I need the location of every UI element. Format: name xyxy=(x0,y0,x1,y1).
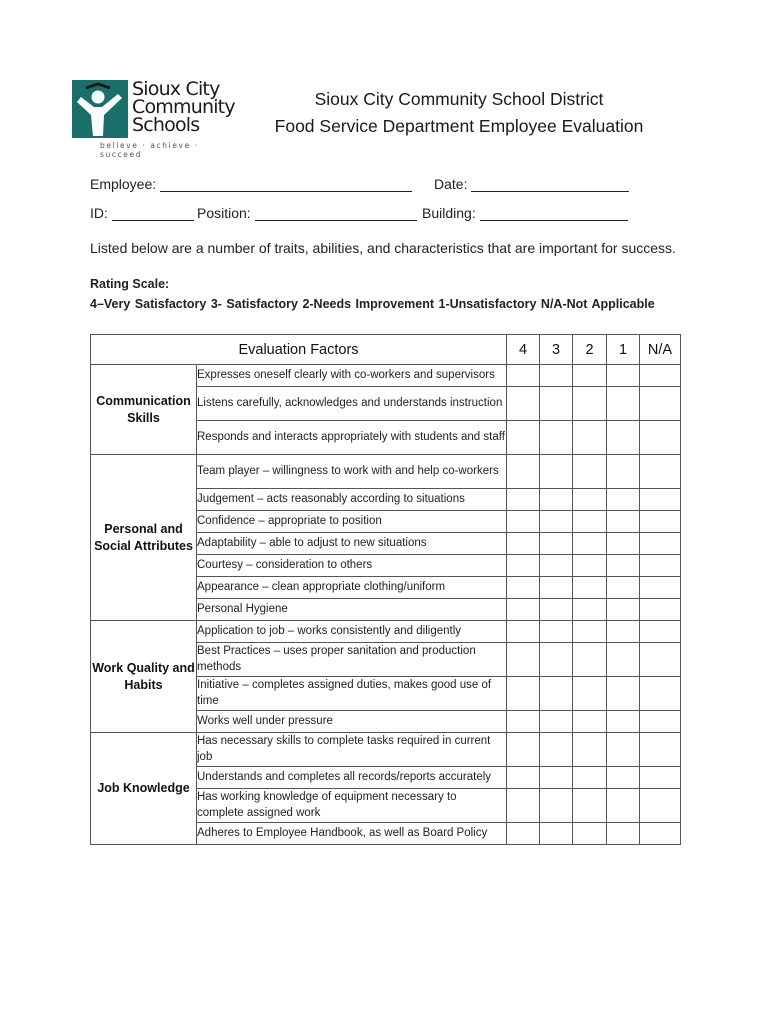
rating-cell-4[interactable] xyxy=(507,533,540,555)
factor-item: Confidence – appropriate to position xyxy=(197,511,507,533)
rating-cell-na[interactable] xyxy=(640,643,681,677)
factor-item: Listens carefully, acknowledges and understands instruction xyxy=(197,387,507,421)
logo-wordmark: Sioux City Community Schools xyxy=(132,78,235,136)
rating-cell-4[interactable] xyxy=(507,421,540,455)
rating-cell-na[interactable] xyxy=(640,789,681,823)
table-row xyxy=(91,621,681,643)
factor-item: Team player – willingness to work with and help co-workers xyxy=(197,455,507,489)
rating-cell-1[interactable] xyxy=(607,533,640,555)
factor-item: Adheres to Employee Handbook, as well as Board Policy xyxy=(197,823,507,845)
rating-cell-3[interactable] xyxy=(540,789,573,823)
rating-cell-2[interactable] xyxy=(573,489,607,511)
rating-cell-4[interactable] xyxy=(507,789,540,823)
rating-cell-1[interactable] xyxy=(607,733,640,767)
rating-cell-2[interactable] xyxy=(573,533,607,555)
rating-cell-na[interactable] xyxy=(640,823,681,845)
table-row xyxy=(91,365,681,387)
rating-cell-3[interactable] xyxy=(540,823,573,845)
rating-cell-1[interactable] xyxy=(607,365,640,387)
rating-header-3: 3 xyxy=(540,335,573,365)
factor-item: Understands and completes all records/reports accurately xyxy=(197,767,507,789)
rating-cell-3[interactable] xyxy=(540,365,573,387)
rating-cell-4[interactable] xyxy=(507,621,540,643)
rating-cell-3[interactable] xyxy=(540,577,573,599)
factor-item: Adaptability – able to adjust to new situations xyxy=(197,533,507,555)
rating-cell-3[interactable] xyxy=(540,489,573,511)
rating-cell-1[interactable] xyxy=(607,387,640,421)
rating-cell-1[interactable] xyxy=(607,489,640,511)
rating-cell-4[interactable] xyxy=(507,733,540,767)
position-blank[interactable] xyxy=(255,206,417,221)
table-row xyxy=(91,455,681,489)
rating-cell-4[interactable] xyxy=(507,643,540,677)
rating-cell-2[interactable] xyxy=(573,733,607,767)
factor-item: Expresses oneself clearly with co-workers and supervisors xyxy=(197,365,507,387)
factor-item: Appearance – clean appropriate clothing/uniform xyxy=(197,577,507,599)
rating-cell-2[interactable] xyxy=(573,599,607,621)
intro-text: Listed below are a number of traits, abilities, and characteristics that are important for success. xyxy=(90,240,676,256)
factor-item: Responds and interacts appropriately with students and staff xyxy=(197,421,507,455)
id-blank[interactable] xyxy=(112,206,194,221)
district-logo xyxy=(72,78,242,159)
position-field[interactable]: Position: xyxy=(197,205,417,221)
rating-cell-na[interactable] xyxy=(640,533,681,555)
rating-cell-na[interactable] xyxy=(640,677,681,711)
rating-cell-2[interactable] xyxy=(573,387,607,421)
rating-cell-2[interactable] xyxy=(573,789,607,823)
rating-cell-1[interactable] xyxy=(607,511,640,533)
document-title xyxy=(250,86,668,140)
rating-cell-4[interactable] xyxy=(507,711,540,733)
evaluation-table xyxy=(90,334,681,845)
factor-item: Application to job – works consistently and diligently xyxy=(197,621,507,643)
rating-cell-1[interactable] xyxy=(607,767,640,789)
rating-scale-legend: 4–Very Satisfactory 3- Satisfactory 2-Needs Improvement 1-Unsatisfactory N/A-Not Applicable xyxy=(90,297,655,311)
rating-cell-1[interactable] xyxy=(607,599,640,621)
factor-item: Courtesy – consideration to others xyxy=(197,555,507,577)
rating-cell-2[interactable] xyxy=(573,455,607,489)
rating-cell-3[interactable] xyxy=(540,555,573,577)
rating-cell-3[interactable] xyxy=(540,599,573,621)
rating-cell-4[interactable] xyxy=(507,455,540,489)
rating-cell-2[interactable] xyxy=(573,767,607,789)
category-personal-social-attributes: Personal and Social Attributes xyxy=(91,455,197,621)
rating-cell-4[interactable] xyxy=(507,511,540,533)
factor-item: Personal Hygiene xyxy=(197,599,507,621)
rating-cell-4[interactable] xyxy=(507,599,540,621)
rating-cell-na[interactable] xyxy=(640,387,681,421)
title-line-1: Sioux City Community School District xyxy=(314,89,604,109)
building-blank[interactable] xyxy=(480,206,628,221)
rating-cell-3[interactable] xyxy=(540,511,573,533)
rating-cell-na[interactable] xyxy=(640,455,681,489)
rating-cell-2[interactable] xyxy=(573,365,607,387)
rating-scale-heading: Rating Scale: xyxy=(90,277,170,291)
rating-cell-1[interactable] xyxy=(607,455,640,489)
rating-cell-4[interactable] xyxy=(507,577,540,599)
rating-cell-2[interactable] xyxy=(573,555,607,577)
rating-cell-4[interactable] xyxy=(507,387,540,421)
factor-item: Works well under pressure xyxy=(197,711,507,733)
factor-item: Judgement – acts reasonably according to situations xyxy=(197,489,507,511)
rating-cell-3[interactable] xyxy=(540,767,573,789)
rating-cell-na[interactable] xyxy=(640,599,681,621)
factor-item: Has necessary skills to complete tasks required in current job xyxy=(197,733,507,767)
rating-cell-1[interactable] xyxy=(607,421,640,455)
rating-header-na: N/A xyxy=(640,335,681,365)
rating-cell-na[interactable] xyxy=(640,555,681,577)
rating-cell-2[interactable] xyxy=(573,421,607,455)
rating-header-1: 1 xyxy=(607,335,640,365)
title-line-2: Food Service Department Employee Evaluation xyxy=(274,116,644,136)
rating-cell-na[interactable] xyxy=(640,365,681,387)
factor-item: Best Practices – uses proper sanitation and production methods xyxy=(197,643,507,677)
rating-cell-3[interactable] xyxy=(540,387,573,421)
building-field[interactable]: Building: xyxy=(422,205,628,221)
rating-cell-4[interactable] xyxy=(507,555,540,577)
rating-cell-1[interactable] xyxy=(607,555,640,577)
rating-cell-3[interactable] xyxy=(540,733,573,767)
category-work-quality-habits: Work Quality and Habits xyxy=(91,621,197,733)
rating-cell-1[interactable] xyxy=(607,677,640,711)
employee-field[interactable]: Employee: xyxy=(90,176,412,192)
rating-cell-na[interactable] xyxy=(640,621,681,643)
rating-cell-4[interactable] xyxy=(507,489,540,511)
rating-cell-na[interactable] xyxy=(640,767,681,789)
factor-item: Initiative – completes assigned duties, makes good use of time xyxy=(197,677,507,711)
rating-cell-na[interactable] xyxy=(640,711,681,733)
rating-cell-na[interactable] xyxy=(640,511,681,533)
rating-cell-2[interactable] xyxy=(573,711,607,733)
rating-cell-1[interactable] xyxy=(607,621,640,643)
date-blank[interactable] xyxy=(471,177,629,192)
rating-cell-3[interactable] xyxy=(540,455,573,489)
rating-cell-3[interactable] xyxy=(540,711,573,733)
rating-cell-1[interactable] xyxy=(607,789,640,823)
logo-figure-icon xyxy=(72,80,128,138)
rating-cell-3[interactable] xyxy=(540,533,573,555)
rating-cell-3[interactable] xyxy=(540,421,573,455)
rating-cell-1[interactable] xyxy=(607,577,640,599)
rating-cell-4[interactable] xyxy=(507,767,540,789)
rating-cell-2[interactable] xyxy=(573,677,607,711)
rating-cell-2[interactable] xyxy=(573,577,607,599)
rating-cell-2[interactable] xyxy=(573,823,607,845)
rating-cell-4[interactable] xyxy=(507,823,540,845)
table-row xyxy=(91,733,681,767)
table-header-row xyxy=(91,335,681,365)
rating-cell-na[interactable] xyxy=(640,489,681,511)
category-job-knowledge: Job Knowledge xyxy=(91,733,197,845)
rating-cell-1[interactable] xyxy=(607,711,640,733)
logo-tagline: believe · achieve · succeed xyxy=(100,141,199,159)
rating-cell-na[interactable] xyxy=(640,733,681,767)
rating-header-2: 2 xyxy=(573,335,607,365)
rating-cell-3[interactable] xyxy=(540,677,573,711)
factor-item: Has working knowledge of equipment necessary to complete assigned work xyxy=(197,789,507,823)
rating-header-4: 4 xyxy=(507,335,540,365)
rating-cell-3[interactable] xyxy=(540,643,573,677)
category-communication-skills: Communication Skills xyxy=(91,365,197,455)
rating-cell-1[interactable] xyxy=(607,823,640,845)
evaluation-factors-header: Evaluation Factors xyxy=(91,335,507,365)
rating-cell-2[interactable] xyxy=(573,511,607,533)
id-field[interactable]: ID: xyxy=(90,205,194,221)
rating-cell-4[interactable] xyxy=(507,677,540,711)
employee-blank[interactable] xyxy=(160,177,412,192)
rating-cell-na[interactable] xyxy=(640,421,681,455)
rating-cell-1[interactable] xyxy=(607,643,640,677)
rating-cell-2[interactable] xyxy=(573,643,607,677)
rating-cell-2[interactable] xyxy=(573,621,607,643)
rating-cell-na[interactable] xyxy=(640,577,681,599)
rating-cell-4[interactable] xyxy=(507,365,540,387)
date-field[interactable]: Date: xyxy=(434,176,629,192)
rating-cell-3[interactable] xyxy=(540,621,573,643)
